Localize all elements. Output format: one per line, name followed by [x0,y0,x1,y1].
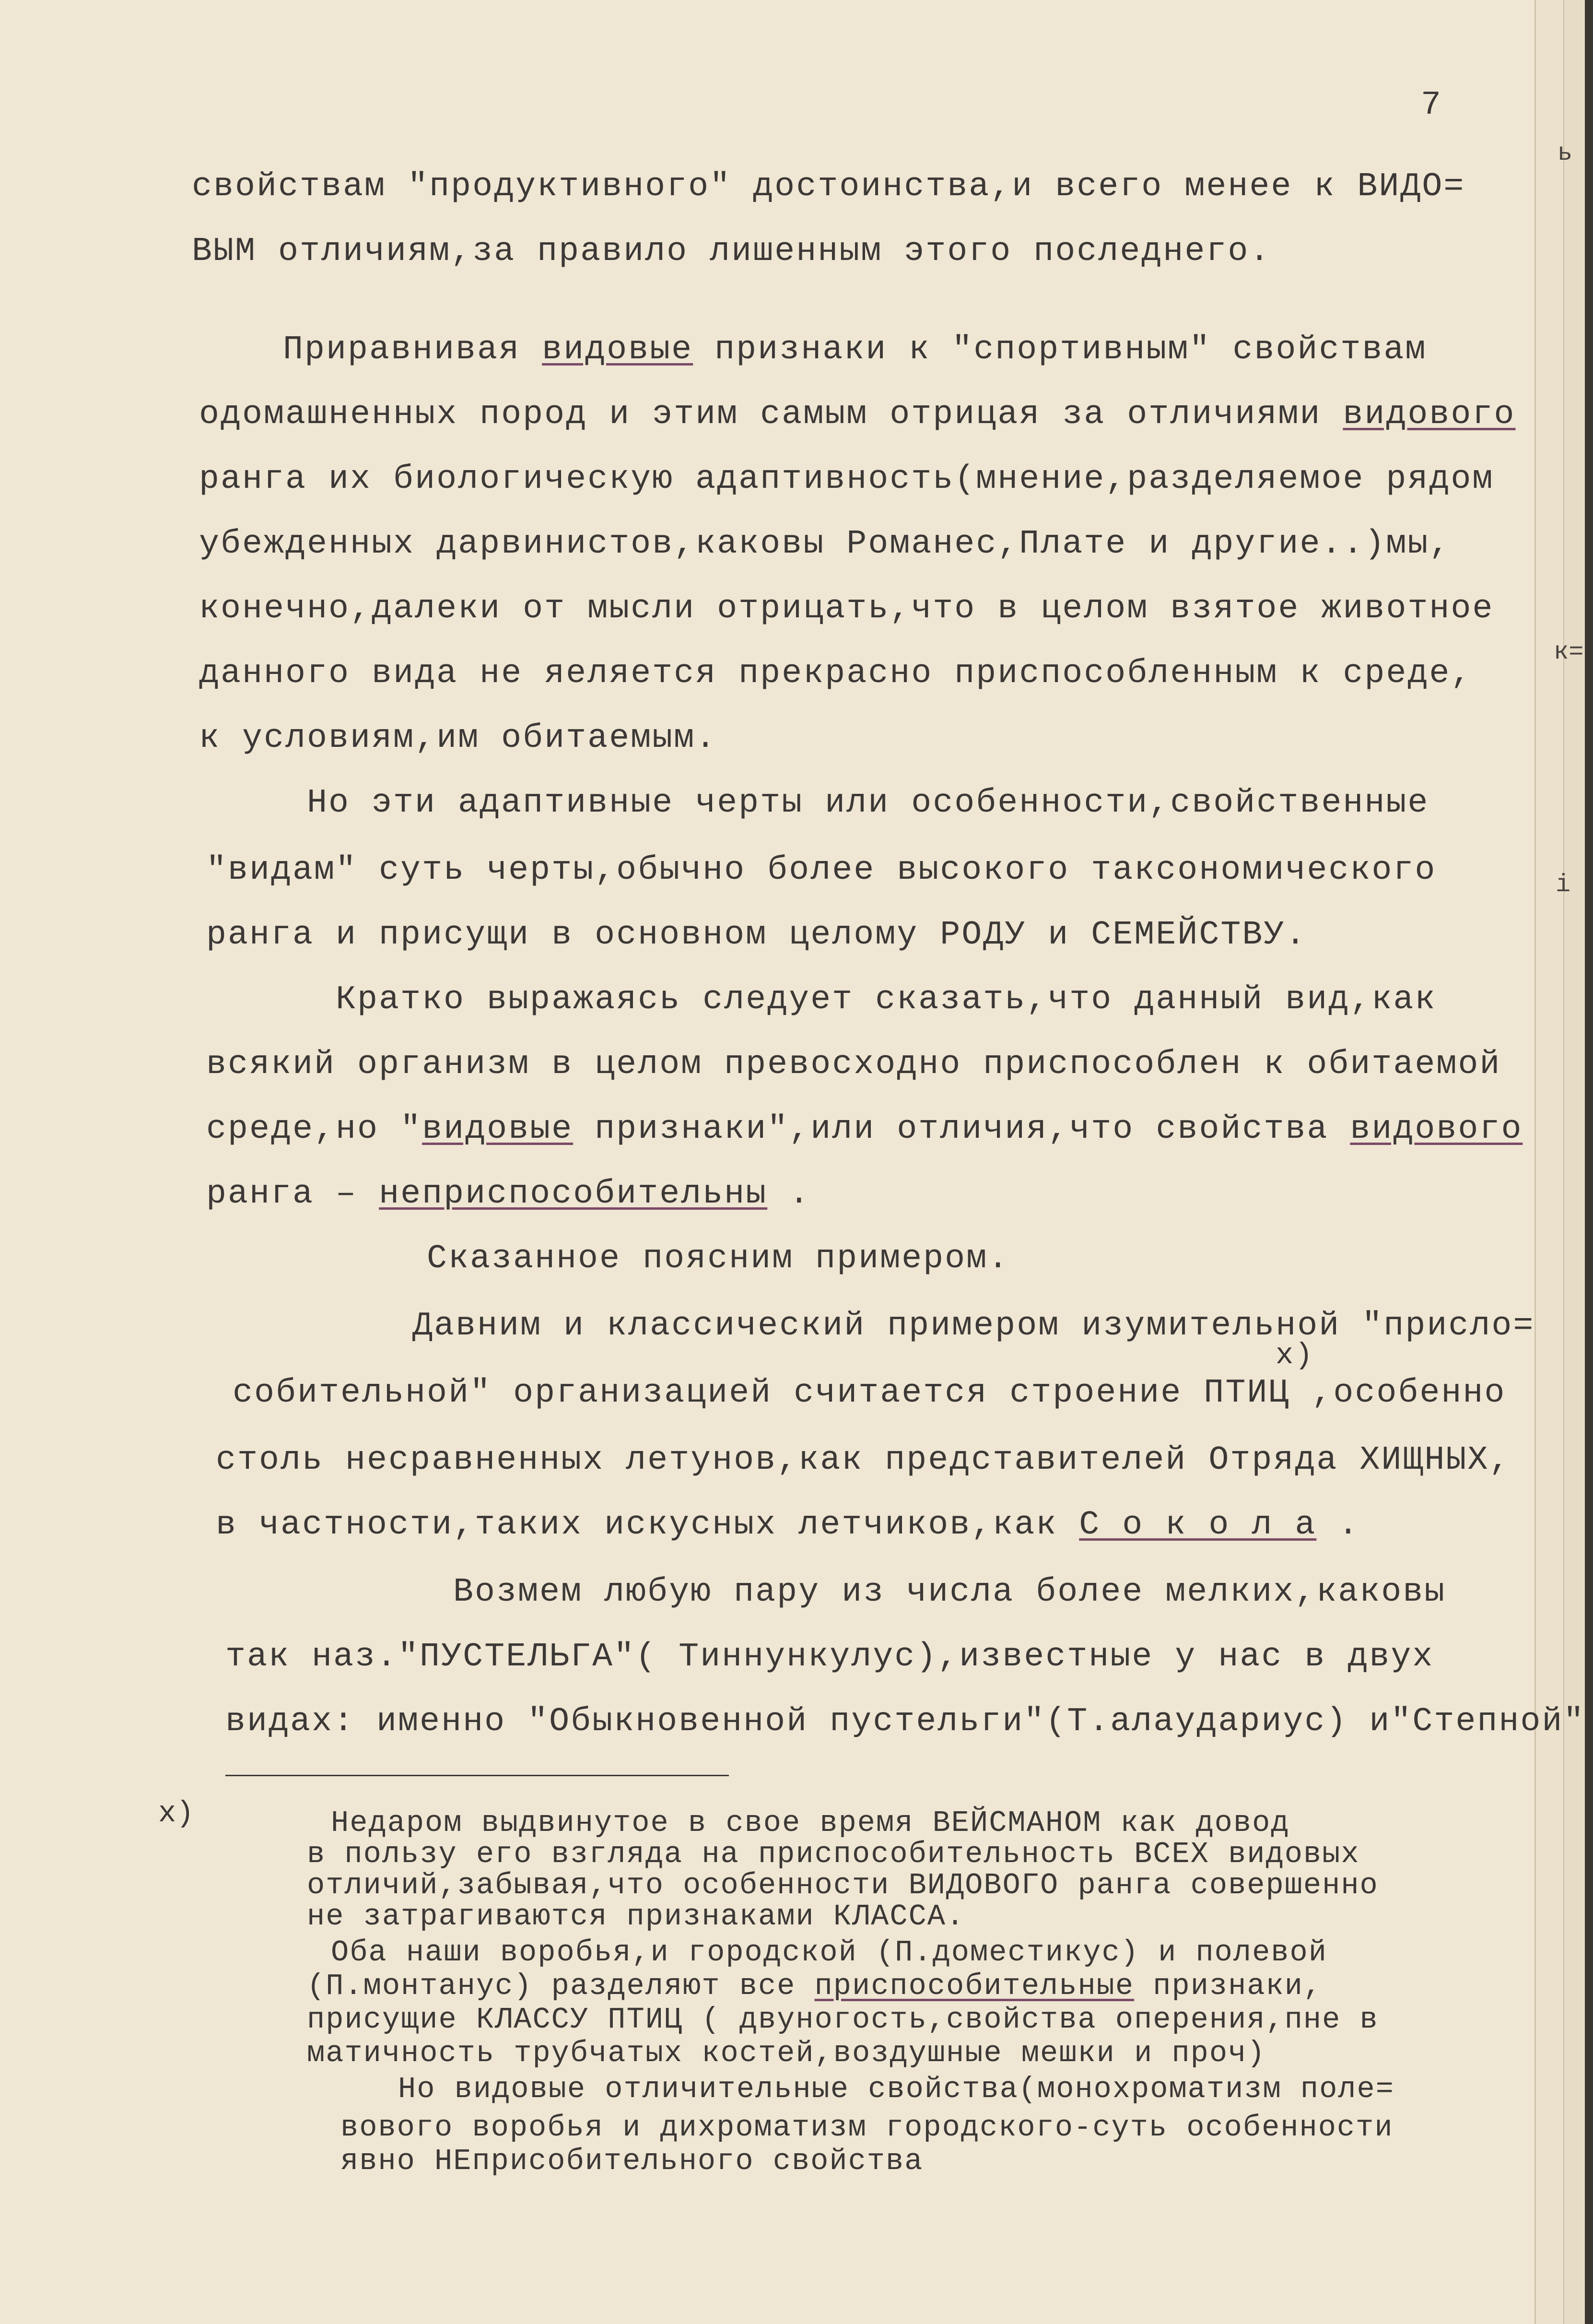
text-line: Сказанное поясним примером. [427,1240,1010,1278]
footnote-line: отличий,забывая,что особенности ВИДОВОГО ранга совершенно [307,1868,1379,1902]
footnote-line: (П.монтанус) разделяют все приспособительные признаки, [307,1969,1323,2003]
footnote-reference: x) [1276,1338,1314,1372]
text-line: Приравнивая видовые признаки к "спортивным" свойствам [283,331,1427,369]
edge-fragment: і [1556,871,1571,899]
text-line: столь несравненных летунов,как представителей Отряда ХИЩНЫХ, [216,1441,1511,1479]
text-line: видах: именно "Обыкновенной пустельги"(Т.алаудариус) и"Степной" [225,1703,1585,1741]
footnote-mark: x) [158,1796,194,1830]
text-line: Но эти адаптивные черты или особенности,свойственные [307,784,1429,822]
text-line: Кратко выражаясь следует сказать,что данный вид,как [336,981,1437,1019]
text-line: ранга – неприспособительны . [206,1175,811,1213]
text-line: ВЫМ отличиям,за правило лишенным этого последнего. [192,233,1271,271]
footnote-line: Оба наши воробья,и городской (П.доместикус) и полевой [331,1935,1327,1970]
footnote-line: Но видовые отличительные свойства(монохроматизм поле= [398,2072,1394,2106]
text-line: одомашненных пород и этим самым отрицая за отличиями видового [199,396,1516,434]
footnote-line: не затрагиваются признаками КЛАССА. [307,1899,965,1934]
edge-fragment: ь [1558,139,1573,167]
footnote-separator [225,1775,729,1776]
text-line: собительной" организацией считается строение ПТИЦ ,особенно [233,1374,1506,1412]
text-line: ранга их биологическую адаптивность(мнение,разделяемое рядом [199,460,1494,498]
page-number: 7 [1420,86,1441,124]
footnote-line: в пользу его взгляда на приспособительность ВСЕХ видовых [307,1837,1360,1871]
footnote-line: Недаром выдвинутое в свое время ВЕЙСМАНОМ как довод [331,1806,1290,1840]
footnote-line: матичность трубчатых костей,воздушные мешки и проч) [307,2036,1266,2070]
text-line: к условиям,им обитаемым. [199,720,717,757]
text-line: свойствам "продуктивного" достоинства,и всего менее к ВИДО= [192,168,1465,206]
text-line: Давним и классический примером изумительной "присло= [412,1307,1535,1345]
edge-fragment: к= [1554,638,1584,666]
text-line: Возмем любую пару из числа более мелких,каковы [453,1573,1446,1611]
text-line: убежденных дарвинистов,каковы Романес,Плате и другие..)мы, [199,525,1451,563]
text-line: так наз."ПУСТЕЛЬГА"( Тиннункулус),известные у нас в двух [225,1638,1434,1676]
footnote-line: присущие КЛАССУ ПТИЦ ( двуногость,свойства оперения,пне в [307,2003,1379,2037]
footnote-line: явно НЕприсобительного свойства [340,2144,924,2178]
footnote-line: вового воробья и дихроматизм городского-суть особенности [340,2111,1394,2145]
text-line: в частности,таких искусных летчиков,как С о к о л а . [216,1506,1360,1544]
text-line: данного вида не яеляется прекрасно приспособленным к среде, [199,655,1473,693]
text-line: среде,но "видовые признаки",или отличия,что свойства видового [206,1110,1523,1148]
text-line: "видам" суть черты,обычно более высокого таксономического [206,851,1437,889]
text-line: ранга и присущи в основном целому РОДУ и СЕМЕЙСТВУ. [206,916,1307,954]
text-line: всякий организм в целом превосходно приспособлен к обитаемой [206,1046,1501,1084]
text-line: конечно,далеки от мысли отрицать,что в целом взятое животное [199,590,1494,628]
